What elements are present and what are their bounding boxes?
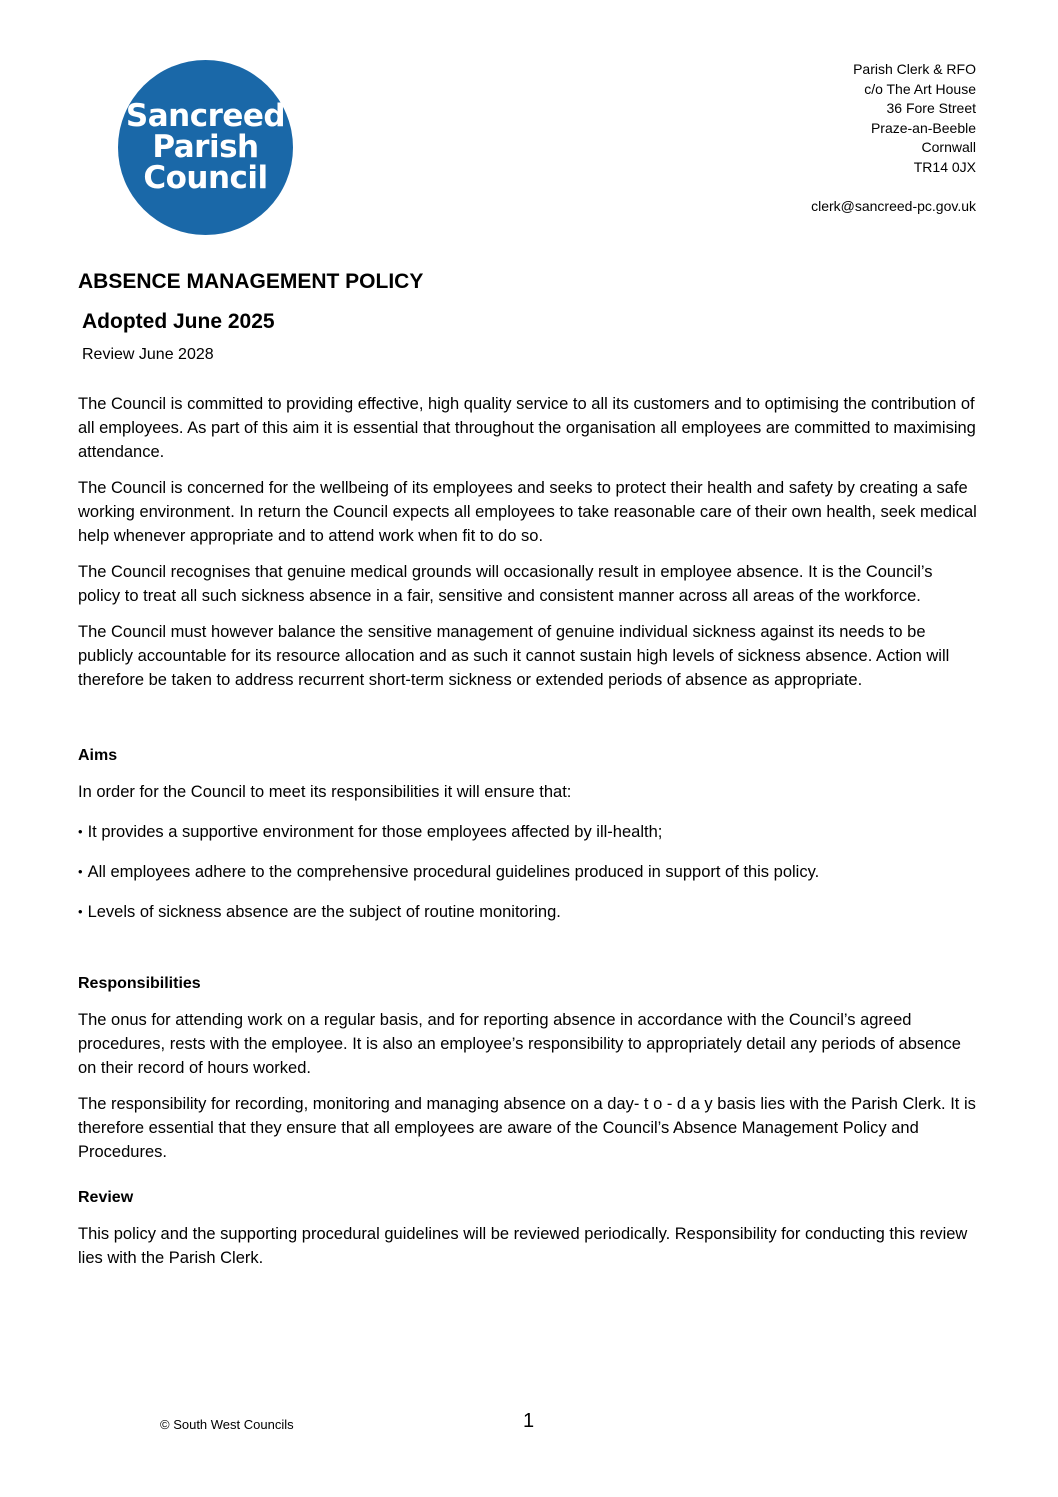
logo-line: Sancreed [125,98,286,134]
email-address: clerk@sancreed-pc.gov.uk [811,197,976,214]
intro-paragraph: The Council is committed to providing effective, high quality service to all its customers and to optimising the contribution of all employees. As part of this aim it is essential that throughout the organisation all employees are committed to maximising attendance. [78,395,976,461]
logo-line: Council [143,160,268,196]
page-number: 1 [523,1410,535,1432]
aims-bullet: • Levels of sickness absence are the subject of routine monitoring. [78,900,978,924]
intro-paragraph: The Council must however balance the sensitive management of genuine individual sickness against its needs to be publicly accountable for its resource allocation and as such it cannot sustain high levels of sickness absence. Action will therefore be taken to address recurrent short-term sickness or extended periods of absence as appropriate. [78,623,950,689]
responsibilities-paragraph: The onus for attending work on a regular basis, and for reporting absence in accordance with the Council’s agreed procedures, rests with the employee. It is also an employee’s responsibility to appropriately detail any periods of absence on their record of hours worked. [78,1011,961,1077]
footer-copyright: © South West Councils [160,1417,294,1432]
responsibilities-heading: Responsibilities [78,975,201,992]
address-line: 36 Fore Street [886,100,976,117]
council-logo [118,60,293,235]
review-date: Review June 2028 [82,346,214,363]
review-paragraph: This policy and the supporting procedural guidelines will be reviewed periodically. Responsibility for conducting this review lies with the Parish Clerk. [78,1225,968,1267]
address-line: Cornwall [921,139,976,156]
logo-line: Parish [152,129,259,165]
review-heading: Review [78,1189,134,1206]
adopted-date: Adopted June 2025 [82,310,275,333]
address-line: c/o The Art House [864,80,976,97]
aims-bullet: • It provides a supportive environment for those employees affected by ill-health; [78,820,978,844]
intro-paragraph: The Council is concerned for the wellbeing of its employees and seeks to protect their health and safety by creating a safe working environment. In return the Council expects all employees to take reasonable care of their own health, seek medical help whenever appropriate and to attend work when fit to do so. [78,479,977,545]
document-title: ABSENCE MANAGEMENT POLICY [78,270,424,293]
aims-heading: Aims [78,747,118,764]
intro-paragraph: The Council recognises that genuine medical grounds will occasionally result in employee absence. It is the Council’s policy to treat all such sickness absence in a fair, sensitive and consistent manner across all areas of the workforce. [78,563,933,605]
address-line: TR14 0JX [913,158,976,175]
aims-intro: In order for the Council to meet its responsibilities it will ensure that: [78,783,572,801]
responsibilities-paragraph: The responsibility for recording, monitoring and managing absence on a day- t o - d a y basis lies with the Parish Clerk. It is therefore essential that they ensure that all employees are aware of the Council’s Absence Management Policy and Procedures. [78,1095,976,1161]
address-block [811,60,976,216]
address-line: Praze-an-Beeble [870,119,976,136]
address-line: Parish Clerk & RFO [853,61,976,77]
document-body [78,392,978,1282]
aims-bullet: • All employees adhere to the comprehensive procedural guidelines produced in support of this policy. [78,860,978,884]
